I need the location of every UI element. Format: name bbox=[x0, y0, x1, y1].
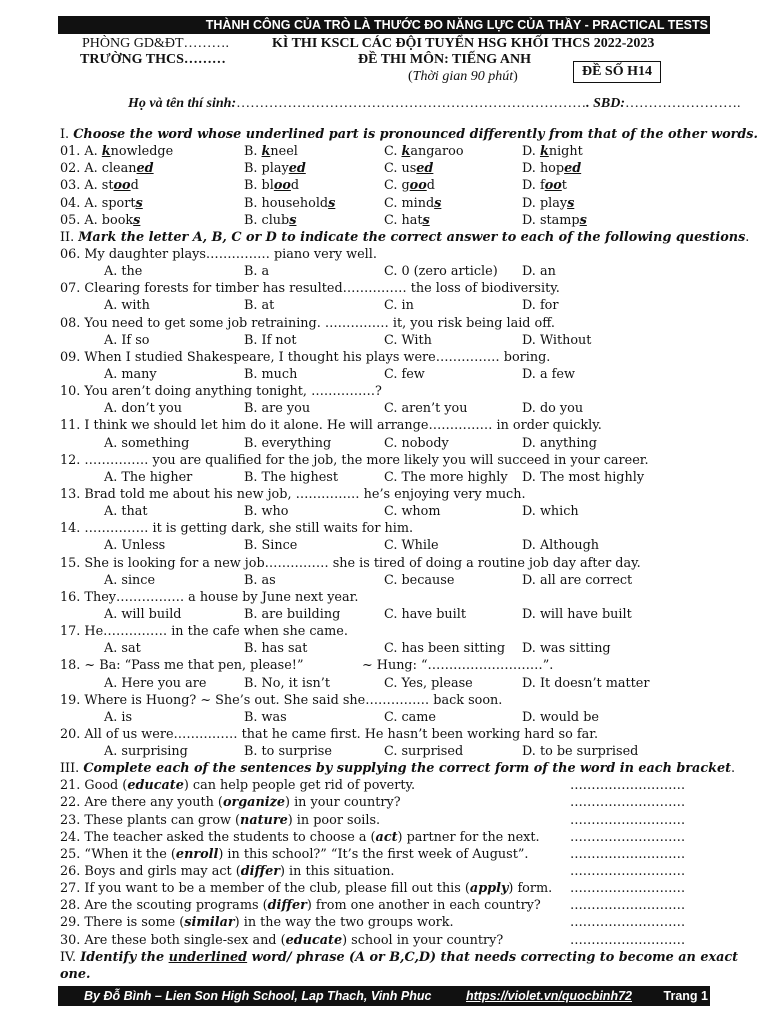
option-c: C. 0 (zero article) bbox=[384, 264, 498, 280]
question-text: 22. Are there any youth ( bbox=[60, 795, 223, 811]
option-c bbox=[384, 195, 441, 212]
question-text: ) in your country? bbox=[285, 795, 401, 811]
option-c: C. Yes, please bbox=[384, 675, 473, 691]
question-text: 11. I think we should let him do it alone. He will arrange…………… in order quickly. bbox=[60, 418, 602, 434]
option-c: C. has been sitting bbox=[384, 641, 506, 657]
option-c: C. aren’t you bbox=[384, 401, 468, 417]
option-d: D. all are correct bbox=[522, 572, 633, 588]
word-form-question bbox=[60, 794, 710, 811]
option-c bbox=[384, 177, 435, 194]
exam-subject: ĐỀ THI MÔN: TIẾNG ANH bbox=[358, 52, 531, 67]
option-a: A. The higher bbox=[104, 469, 193, 485]
bracket-word: organize bbox=[222, 795, 286, 811]
option-c: C. few bbox=[384, 366, 425, 382]
option-d: D. to be surprised bbox=[522, 744, 639, 760]
answer-options-row bbox=[60, 297, 710, 314]
answer-blank: ……………………… bbox=[570, 846, 686, 862]
option-text: B. bbox=[244, 144, 262, 160]
option-a: A. the bbox=[104, 264, 143, 280]
option-text: angaroo bbox=[410, 144, 464, 160]
question-stem bbox=[60, 692, 710, 709]
underlined-part: ed bbox=[136, 161, 154, 177]
question-text: ) form. bbox=[508, 881, 553, 897]
option-b: B. at bbox=[244, 298, 275, 314]
question-number: 03. A. bbox=[60, 178, 102, 194]
bracket-word: educate bbox=[127, 778, 184, 794]
option-d bbox=[522, 212, 587, 229]
option-a bbox=[60, 195, 143, 212]
answer-options-row bbox=[60, 675, 710, 692]
option-b bbox=[244, 177, 299, 194]
question-text: 07. Clearing forests for timber has resulted…………… the loss of biodiversity. bbox=[60, 281, 560, 297]
section-number: IV. bbox=[60, 949, 81, 965]
option-d: D. for bbox=[522, 298, 559, 314]
answer-options-row bbox=[60, 263, 710, 280]
question-stem bbox=[60, 349, 710, 366]
question-text: 30. Are these both single-sex and ( bbox=[60, 932, 286, 948]
pron-question-row bbox=[60, 195, 710, 212]
option-b bbox=[244, 212, 296, 229]
underlined-word: underlined bbox=[168, 949, 248, 965]
option-text: st bbox=[101, 178, 114, 194]
word-form-question bbox=[60, 863, 710, 880]
exam-body bbox=[60, 126, 758, 983]
word-form-question bbox=[60, 777, 710, 794]
option-a bbox=[60, 160, 154, 177]
exam-title: KÌ THI KSCL CÁC ĐỘI TUYỂN HSG KHỐI THCS 2022-2023 bbox=[272, 36, 655, 51]
option-d: D. It doesn’t matter bbox=[522, 675, 650, 691]
section-number: III. bbox=[60, 761, 84, 777]
option-b: B. as bbox=[244, 572, 276, 588]
option-a: A. Here you are bbox=[104, 675, 207, 691]
word-form-question bbox=[60, 880, 710, 897]
option-c: C. The more highly bbox=[384, 469, 508, 485]
question-text: 27. If you want to be a member of the club, please fill out this ( bbox=[60, 881, 470, 897]
option-d: D. was sitting bbox=[522, 641, 611, 657]
option-b bbox=[244, 195, 335, 212]
option-b: B. who bbox=[244, 504, 289, 520]
question-number: 02. A. bbox=[60, 161, 102, 177]
answer-blank: ……………………… bbox=[570, 812, 686, 828]
underlined-part: oo bbox=[273, 178, 291, 194]
option-c: C. whom bbox=[384, 504, 441, 520]
question-text: ) school in your country? bbox=[342, 932, 504, 948]
question-stem bbox=[60, 315, 710, 332]
answer-blank: ……………………… bbox=[570, 898, 686, 914]
option-text: D. f bbox=[522, 178, 545, 194]
option-a: A. Unless bbox=[104, 538, 166, 554]
question-text: 23. These plants can grow ( bbox=[60, 812, 241, 828]
option-text: D. play bbox=[522, 195, 568, 211]
option-b: B. Since bbox=[244, 538, 298, 554]
underlined-part: s bbox=[328, 195, 336, 211]
option-text: d bbox=[426, 178, 435, 194]
option-c: C. because bbox=[384, 572, 455, 588]
option-c: C. in bbox=[384, 298, 414, 314]
question-text: 09. When I studied Shakespeare, I thought his plays were…………… boring. bbox=[60, 349, 551, 365]
option-text: night bbox=[548, 144, 583, 160]
question-text: ) can help people get rid of poverty. bbox=[183, 778, 416, 794]
underlined-part: s bbox=[289, 212, 297, 228]
top-banner: THÀNH CÔNG CỦA TRÒ LÀ THƯỚC ĐO NĂNG LỰC CỦA THẦY - PRACTICAL TESTS bbox=[58, 16, 710, 34]
question-stem bbox=[60, 726, 710, 743]
underlined-part: k bbox=[401, 144, 411, 160]
question-number: 05. A. bbox=[60, 212, 102, 228]
question-text: 29. There is some ( bbox=[60, 915, 185, 931]
option-text: nowledge bbox=[110, 144, 174, 160]
section-end: . bbox=[731, 761, 736, 777]
option-d: D. do you bbox=[522, 401, 584, 417]
question-text: ) partner for the next. bbox=[397, 829, 540, 845]
answer-blank: ……………………… bbox=[570, 881, 686, 897]
option-b: B. are building bbox=[244, 606, 341, 622]
question-number: 01. A. bbox=[60, 144, 102, 160]
option-b: B. a bbox=[244, 264, 270, 280]
question-stem bbox=[60, 452, 710, 469]
word-form-question bbox=[60, 846, 710, 863]
question-text: 18. ~ Ba: “Pass me that pen, please!” bbox=[60, 658, 304, 674]
option-a: A. since bbox=[104, 572, 156, 588]
word-form-question bbox=[60, 932, 710, 949]
option-d: D. will have built bbox=[522, 606, 632, 622]
option-a: A. that bbox=[104, 504, 148, 520]
option-c: C. have built bbox=[384, 606, 466, 622]
question-stem bbox=[60, 623, 710, 640]
section-3-heading bbox=[60, 760, 736, 777]
page-number: Trang 1 bbox=[663, 989, 708, 1003]
question-stem bbox=[60, 657, 710, 674]
question-text: 06. My daughter plays…………… piano very well. bbox=[60, 246, 377, 262]
option-d bbox=[522, 143, 583, 160]
option-b: B. If not bbox=[244, 332, 297, 348]
option-b bbox=[244, 160, 306, 177]
question-number: 04. A. bbox=[60, 195, 102, 211]
exam-code-box: ĐỀ SỐ H14 bbox=[573, 61, 661, 83]
bracket-word: similar bbox=[184, 915, 235, 931]
question-text: 13. Brad told me about his new job, …………… he’s enjoying very much. bbox=[60, 486, 526, 502]
footer-link[interactable]: https://violet.vn/quocbinh72 bbox=[466, 989, 632, 1003]
option-text: C. bbox=[384, 144, 402, 160]
candidate-line: Họ và tên thí sinh:…………………………………………………………………. SBD:……………………. bbox=[128, 96, 741, 111]
answer-blank: ……………………… bbox=[570, 778, 686, 794]
question-text: 14. …………… it is getting dark, she still waits for him. bbox=[60, 521, 414, 537]
question-text: ) in the way the two groups work. bbox=[234, 915, 454, 931]
underlined-part: s bbox=[422, 212, 430, 228]
option-b: B. to surprise bbox=[244, 744, 332, 760]
option-b: B. much bbox=[244, 366, 298, 382]
option-a: A. will build bbox=[104, 606, 182, 622]
bracket-word: differ bbox=[240, 864, 280, 880]
question-text: 15. She is looking for a new job…………… she is tired of doing a routine job day after day. bbox=[60, 555, 641, 571]
question-text: 21. Good ( bbox=[60, 778, 128, 794]
answer-options-row bbox=[60, 503, 710, 520]
question-text: 08. You need to get some job retraining. …………… it, you risk being laid off. bbox=[60, 315, 555, 331]
section-instruction: Complete each of the sentences by supplying the correct form of the word in each bracket bbox=[83, 761, 732, 777]
answer-options-row bbox=[60, 537, 710, 554]
option-a bbox=[60, 143, 173, 160]
section-4-heading bbox=[60, 949, 739, 966]
question-reply: ~ Hung: “………………………”. bbox=[362, 658, 554, 674]
option-c: C. nobody bbox=[384, 435, 449, 451]
underlined-part: ed bbox=[564, 161, 582, 177]
answer-options-row bbox=[60, 400, 710, 417]
option-d: D. Although bbox=[522, 538, 600, 554]
option-b: B. was bbox=[244, 709, 287, 725]
option-d: D. which bbox=[522, 504, 579, 520]
answer-options-row bbox=[60, 572, 710, 589]
option-a: A. something bbox=[104, 435, 190, 451]
question-stem bbox=[60, 246, 710, 263]
question-text: 10. You aren’t doing anything tonight, ……………? bbox=[60, 384, 382, 400]
question-stem bbox=[60, 417, 710, 434]
option-text: C. g bbox=[384, 178, 410, 194]
section-2-heading bbox=[60, 229, 750, 246]
underlined-part: s bbox=[133, 212, 141, 228]
section-instruction: one. bbox=[60, 966, 91, 982]
school-label: TRƯỜNG THCS……… bbox=[80, 52, 226, 67]
question-text: 24. The teacher asked the students to choose a ( bbox=[60, 829, 376, 845]
question-text: 28. Are the scouting programs ( bbox=[60, 898, 268, 914]
word-form-question bbox=[60, 812, 710, 829]
bracket-word: differ bbox=[267, 898, 307, 914]
option-b: B. No, it isn’t bbox=[244, 675, 330, 691]
question-stem bbox=[60, 383, 710, 400]
question-text: 19. Where is Huong? ~ She’s out. She said she…………… back soon. bbox=[60, 692, 503, 708]
option-a: A. many bbox=[104, 366, 157, 382]
section-instruction: word/ phrase (A or B,C,D) that needs correcting to become an exact bbox=[247, 949, 739, 965]
answer-blank: ……………………… bbox=[570, 795, 686, 811]
question-text: ) from one another in each country? bbox=[306, 898, 541, 914]
option-text: neel bbox=[270, 144, 298, 160]
option-text: D. bbox=[522, 144, 540, 160]
option-text: book bbox=[101, 212, 134, 228]
option-d bbox=[522, 195, 574, 212]
answer-blank: ……………………… bbox=[570, 829, 686, 845]
answer-options-row bbox=[60, 743, 710, 760]
answer-blank: ……………………… bbox=[570, 864, 686, 880]
option-text: C. mind bbox=[384, 195, 435, 211]
option-d: D. an bbox=[522, 264, 556, 280]
option-text: D. hop bbox=[522, 161, 565, 177]
option-b bbox=[244, 143, 298, 160]
option-d: D. would be bbox=[522, 709, 599, 725]
underlined-part: oo bbox=[409, 178, 427, 194]
bracket-word: apply bbox=[469, 881, 509, 897]
underlined-part: s bbox=[434, 195, 442, 211]
option-b: B. The highest bbox=[244, 469, 339, 485]
underlined-part: k bbox=[101, 144, 111, 160]
answer-options-row bbox=[60, 606, 710, 623]
underlined-part: k bbox=[539, 144, 549, 160]
option-a bbox=[60, 212, 140, 229]
option-text: t bbox=[561, 178, 567, 194]
question-text: ) in poor soils. bbox=[287, 812, 381, 828]
section-4-heading-cont bbox=[60, 966, 710, 983]
option-text: clean bbox=[101, 161, 137, 177]
section-1-heading: I. Choose the word whose underlined part is pronounced differently from that of the other words. bbox=[60, 127, 758, 142]
question-stem bbox=[60, 555, 710, 572]
pron-question-row bbox=[60, 160, 710, 177]
underlined-part: s bbox=[579, 212, 587, 228]
option-c bbox=[384, 143, 464, 160]
answer-options-row bbox=[60, 469, 710, 486]
option-a: A. surprising bbox=[104, 744, 188, 760]
pron-question-row bbox=[60, 177, 710, 194]
option-text: C. us bbox=[384, 161, 417, 177]
option-text: D. stamp bbox=[522, 212, 580, 228]
option-text: B. household bbox=[244, 195, 329, 211]
question-stem bbox=[60, 520, 710, 537]
option-a bbox=[60, 177, 139, 194]
answer-blank: ……………………… bbox=[570, 932, 686, 948]
underlined-part: oo bbox=[544, 178, 562, 194]
option-d: D. Without bbox=[522, 332, 592, 348]
option-d: D. anything bbox=[522, 435, 597, 451]
footer bbox=[58, 986, 710, 1006]
option-text: d bbox=[130, 178, 139, 194]
section-instruction: Identify the bbox=[80, 949, 169, 965]
question-text: ) in this situation. bbox=[280, 864, 395, 880]
underlined-part: ed bbox=[288, 161, 306, 177]
option-a: A. sat bbox=[104, 641, 141, 657]
answer-options-row bbox=[60, 435, 710, 452]
option-d: D. a few bbox=[522, 366, 575, 382]
question-text: ) in this school?” “It’s the first week of August”. bbox=[218, 846, 529, 862]
option-text: B. bl bbox=[244, 178, 274, 194]
option-b: B. are you bbox=[244, 401, 311, 417]
question-text: 12. …………… you are qualified for the job, the more likely you will succeed in your career. bbox=[60, 452, 649, 468]
option-d: D. The most highly bbox=[522, 469, 645, 485]
underlined-part: ed bbox=[416, 161, 434, 177]
bracket-word: nature bbox=[240, 812, 288, 828]
question-text: 17. He…………… in the cafe when she came. bbox=[60, 624, 348, 640]
question-text: 16. They……………. a house by June next year. bbox=[60, 589, 359, 605]
option-c bbox=[384, 212, 430, 229]
question-stem bbox=[60, 486, 710, 503]
option-b: B. has sat bbox=[244, 641, 308, 657]
exam-time: (Thời gian 90 phút) bbox=[408, 69, 518, 84]
underlined-part: s bbox=[567, 195, 575, 211]
word-form-question bbox=[60, 829, 710, 846]
footer-author: By Đỗ Bình – Lien Son High School, Lap Thach, Vinh Phuc bbox=[84, 989, 432, 1003]
pron-question-row bbox=[60, 143, 710, 160]
option-a: A. with bbox=[104, 298, 150, 314]
answer-blank: ……………………… bbox=[570, 915, 686, 931]
question-stem bbox=[60, 589, 710, 606]
section-end: . bbox=[745, 229, 750, 245]
word-form-question bbox=[60, 914, 710, 931]
word-form-question bbox=[60, 897, 710, 914]
option-text: d bbox=[290, 178, 300, 194]
answer-options-row bbox=[60, 332, 710, 349]
bracket-word: act bbox=[375, 829, 398, 845]
option-d bbox=[522, 177, 567, 194]
option-c: C. surprised bbox=[384, 744, 464, 760]
answer-options-row bbox=[60, 709, 710, 726]
option-text: C. hat bbox=[384, 212, 423, 228]
section-number: II. bbox=[60, 229, 79, 245]
underlined-part: k bbox=[261, 144, 271, 160]
bracket-word: educate bbox=[285, 932, 343, 948]
option-text: B. play bbox=[244, 161, 289, 177]
option-b: B. everything bbox=[244, 435, 332, 451]
question-text: 25. “When it the ( bbox=[60, 846, 176, 862]
pron-question-row bbox=[60, 212, 710, 229]
question-text: 20. All of us were…………… that he came first. He hasn’t been working hard so far. bbox=[60, 726, 599, 742]
bracket-word: enroll bbox=[175, 846, 219, 862]
option-c: C. With bbox=[384, 332, 432, 348]
option-text: B. club bbox=[244, 212, 290, 228]
option-text: sport bbox=[101, 195, 136, 211]
option-c bbox=[384, 160, 433, 177]
option-a: A. don’t you bbox=[104, 401, 182, 417]
answer-options-row bbox=[60, 640, 710, 657]
option-a: A. If so bbox=[104, 332, 150, 348]
underlined-part: oo bbox=[113, 178, 131, 194]
section-instruction: Mark the letter A, B, C or D to indicate the correct answer to each of the following questions bbox=[78, 229, 746, 245]
option-c: C. While bbox=[384, 538, 439, 554]
option-c: C. came bbox=[384, 709, 436, 725]
department-label: PHÒNG GD&ĐT………. bbox=[82, 36, 229, 51]
option-d bbox=[522, 160, 581, 177]
question-stem bbox=[60, 280, 710, 297]
underlined-part: s bbox=[135, 195, 143, 211]
question-text: 26. Boys and girls may act ( bbox=[60, 864, 241, 880]
option-a: A. is bbox=[104, 709, 133, 725]
answer-options-row bbox=[60, 366, 710, 383]
